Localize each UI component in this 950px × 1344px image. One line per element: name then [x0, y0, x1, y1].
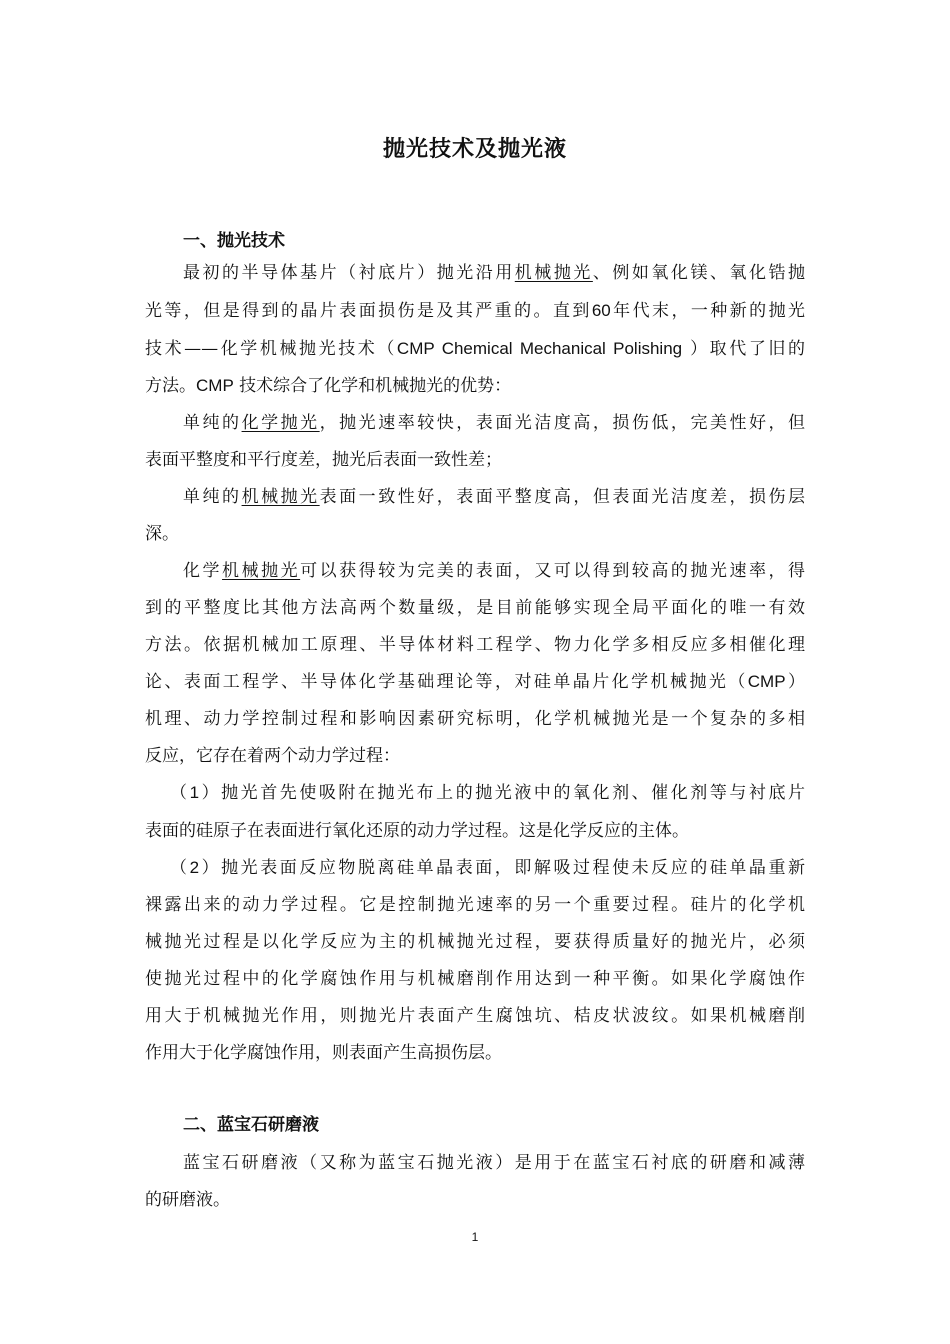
- paragraph-line: 机理、动力学控制过程和影响因素研究标明，化学机械抛光是一个复杂的多相: [145, 709, 805, 729]
- document-title: 抛光技术及抛光液: [382, 137, 567, 162]
- paragraph-line: 反应，它存在着两个动力学过程：: [145, 746, 400, 766]
- paragraph-line: 光等，但是得到的晶片表面损伤是及其严重的。直到60年代末，一种新的抛光: [145, 301, 806, 321]
- paragraph-line: 深。: [145, 524, 179, 544]
- paragraph-line: 表面平整度和平行度差，抛光后表面一致性差；: [145, 450, 502, 470]
- paragraph-line: 械抛光过程是以化学反应为主的机械抛光过程，要获得质量好的抛光片，必须: [145, 932, 805, 952]
- underlined-term: 机械抛光: [514, 263, 593, 283]
- paragraph-line: 裸露出来的动力学过程。它是控制抛光速率的另一个重要过程。硅片的化学机: [145, 895, 805, 915]
- section-heading-polishing-technology: 一、抛光技术: [183, 231, 285, 251]
- paragraph-line: 的研磨液。: [145, 1190, 230, 1210]
- paragraph-line: 单纯的机械抛光表面一致性好，表面平整度高，但表面光洁度差，损伤层: [183, 487, 806, 507]
- paragraph-line: 到的平整度比其他方法高两个数量级，是目前能够实现全局平面化的唯一有效: [145, 598, 805, 618]
- paragraph-line: 技术——化学机械抛光技术（CMP Chemical Mechanical Polishing ）取代了旧的: [145, 339, 805, 359]
- paragraph-line: 蓝宝石研磨液（又称为蓝宝石抛光液）是用于在蓝宝石衬底的研磨和减薄: [183, 1153, 805, 1173]
- page-number: 1: [471, 1230, 479, 1244]
- paragraph-line: 论、表面工程学、半导体化学基础理论等，对硅单晶片化学机械抛光（CMP）: [145, 672, 806, 692]
- underlined-term: 化学抛光: [241, 413, 320, 433]
- underlined-term: 机械抛光: [222, 561, 301, 581]
- paragraph-line: 方法。CMP 技术综合了化学和机械抛光的优势：: [145, 376, 512, 396]
- paragraph-line: 单纯的化学抛光，抛光速率较快，表面光洁度高，损伤低，完美性好，但: [183, 413, 806, 433]
- paragraph-line: （2）抛光表面反应物脱离硅单晶表面，即解吸过程使未反应的硅单晶重新: [170, 858, 806, 878]
- paragraph-line: （1）抛光首先使吸附在抛光布上的抛光液中的氧化剂、催化剂等与衬底片: [170, 783, 806, 803]
- paragraph-line: 表面的硅原子在表面进行氧化还原的动力学过程。这是化学反应的主体。: [145, 821, 689, 841]
- paragraph-line: 作用大于化学腐蚀作用，则表面产生高损伤层。: [145, 1043, 502, 1063]
- section-heading-sapphire-grinding-fluid: 二、蓝宝石研磨液: [183, 1115, 319, 1135]
- paragraph-line: 使抛光过程中的化学腐蚀作用与机械磨削作用达到一种平衡。如果化学腐蚀作: [145, 969, 805, 989]
- paragraph-line: 用大于机械抛光作用，则抛光片表面产生腐蚀坑、桔皮状波纹。如果机械磨削: [145, 1006, 805, 1026]
- paragraph-line: 最初的半导体基片（衬底片）抛光沿用机械抛光、例如氧化镁、氧化锆抛: [183, 263, 806, 283]
- underlined-term: 机械抛光: [241, 487, 320, 507]
- paragraph-line: 化学机械抛光可以获得较为完美的表面，又可以得到较高的抛光速率，得: [183, 561, 806, 581]
- paragraph-line: 方法。依据机械加工原理、半导体材料工程学、物力化学多相反应多相催化理: [145, 635, 805, 655]
